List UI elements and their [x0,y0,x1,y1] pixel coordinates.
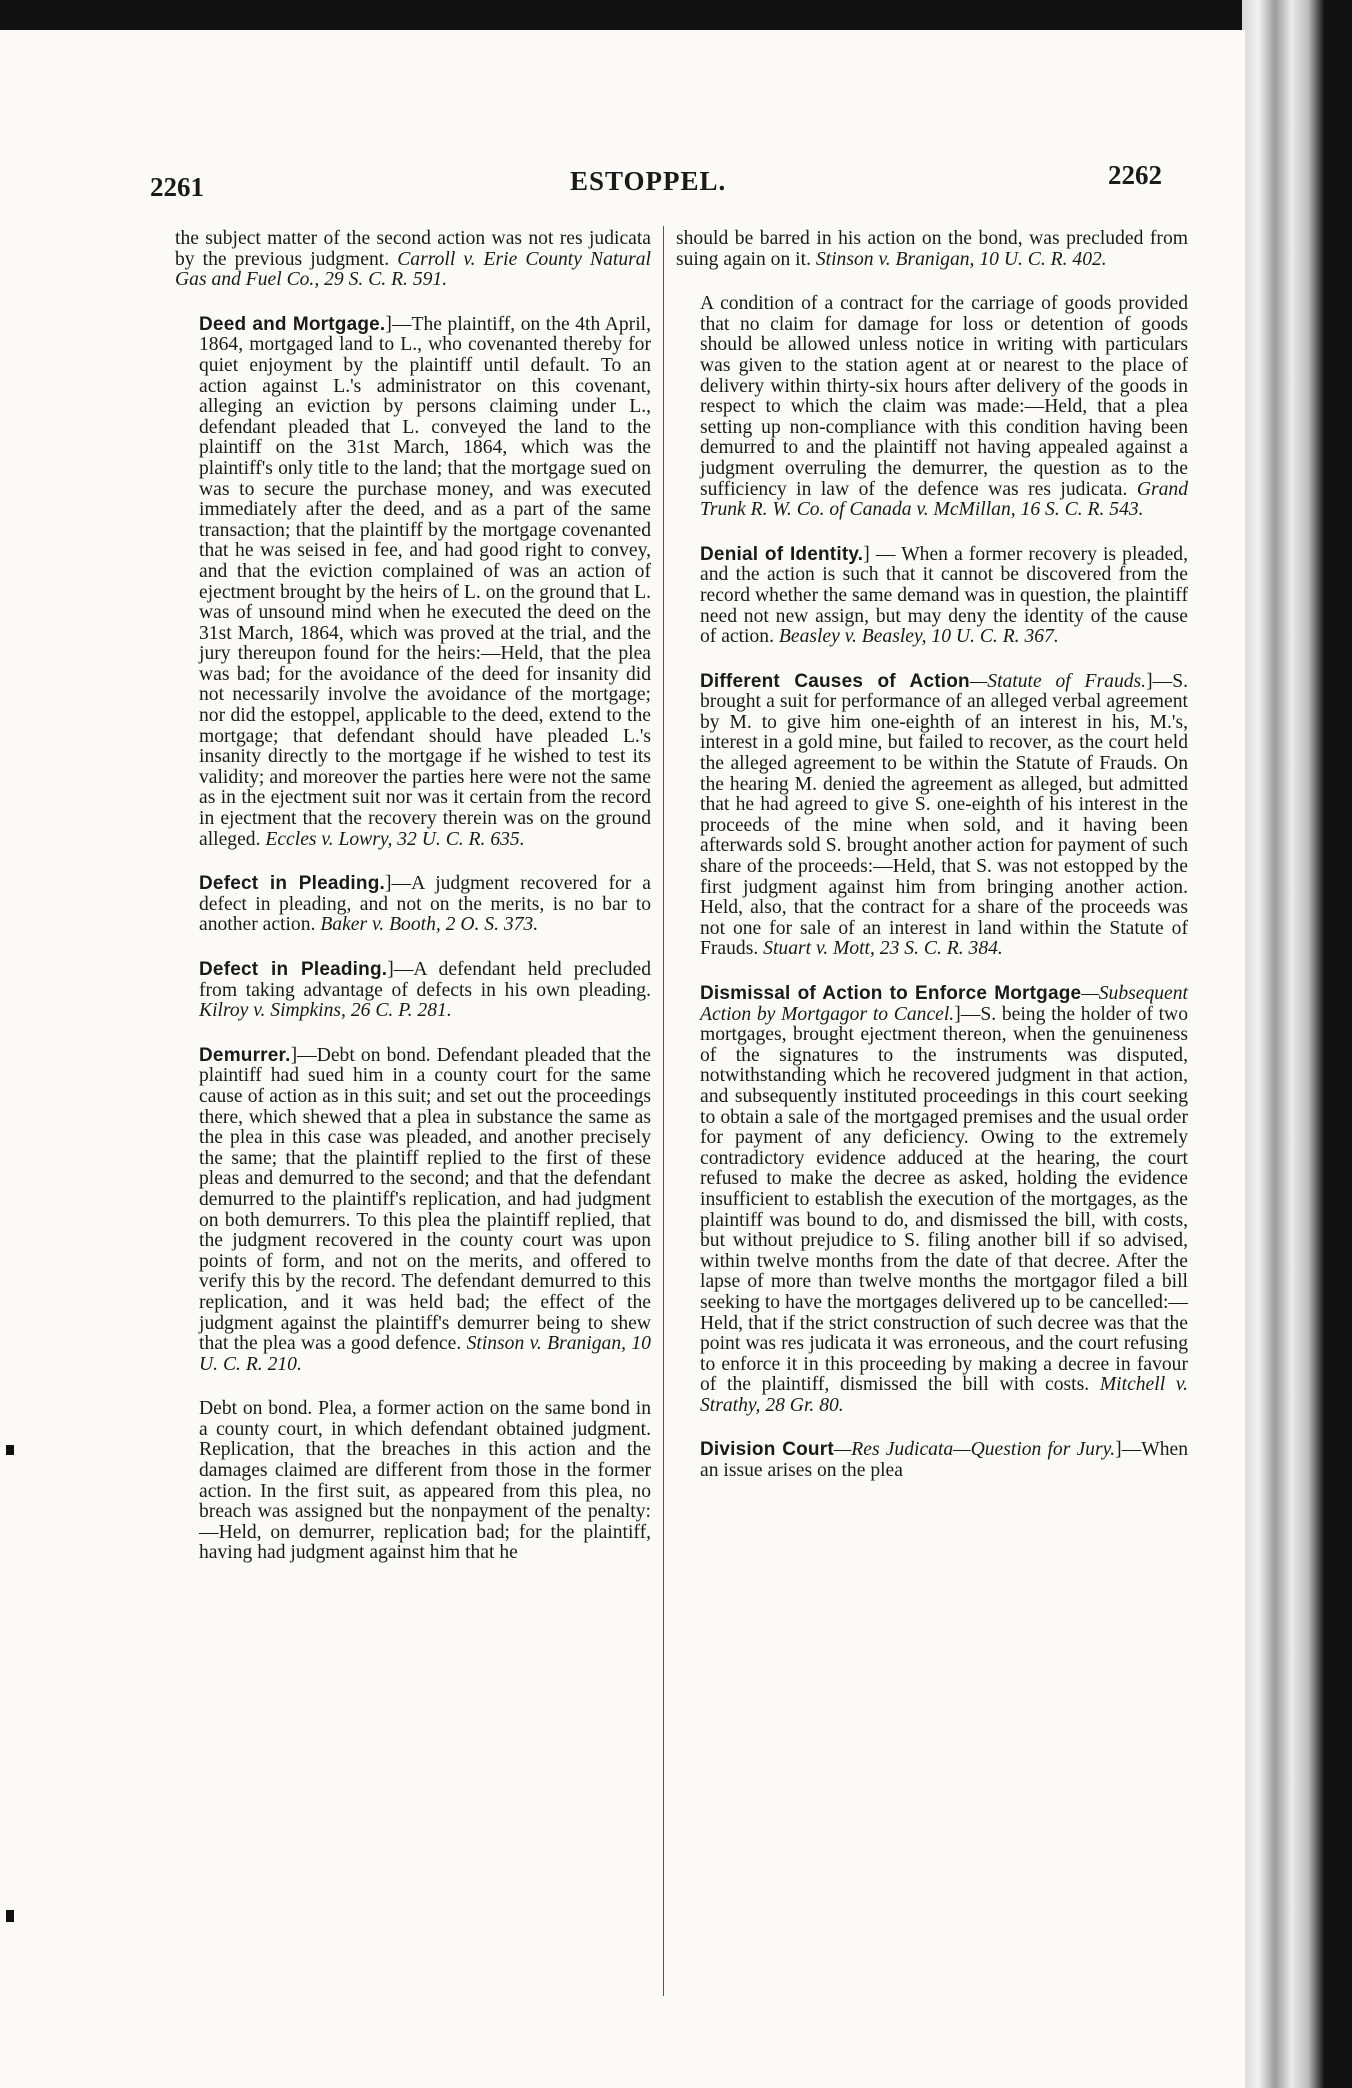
entry-text: Debt on bond. Plea, a former action on the same bond in a county court, in which defendant obtained judgment. Replication, that the breaches in this action and the damages claimed are different from those in the former action. In the first suit, as appeared from this plea, no breach was assigned but the nonpayment of the penalty:—Held, on demurrer, replication bad; for the plaintiff, having had judgment against him that he [199,1398,651,1564]
case-citation: Carroll v. Erie County Natural Gas and Fuel Co., 29 S. C. R. 591. [175,248,651,291]
entry-subheading: —Subsequent Action by Mortgagor to Cancel. [700,983,1188,1025]
right-column [676,229,1188,1506]
entry-heading: Defect in Pleading. [199,959,388,980]
entry [676,545,1188,648]
entry-heading: Defect in Pleading. [199,873,385,895]
case-citation: Mitchell v. Strathy, 28 Gr. 80. [700,1374,1188,1416]
entry-text: ]—The plaintiff, on the 4th April, 1864, mortgaged land to L., who covenanted thereby for quiet enjoyment by the plaintiff until default. To an action against L.'s administrator on this covenant, alleging an eviction by persons claiming under L., defendant pleaded that L. conveyed the land to the plaintiff on the 31st March, 1864, which was the plaintiff's only title to the land; that the mortgage sued on was to secure the purchase money, and was executed immediately after the deed, and as a part of the same transaction; that the plaintiff by the mortgage covenanted that he was seised in fee, and had good right to convey, and that the eviction complained of was an action of ejectment brought by the heirs of L. on the ground that L. was of unsound mind when he executed the deed on the 31st March, 1864, which was proved at the trial, and the jury thereupon found for the heirs:—Held, that the plea was bad; for the avoidance of the deed for insanity did not necessarily involve the avoidance of the mortgage; nor did the estoppel, applicable to the deed, extend to the mortgage; that defendant should have pleaded L.'s insanity directly to the mortgage if he wished to test its validity; and moreover the parties here were not the same as in the ejectment suit nor was it certain from the record in ejectment that the recovery therein was on the ground alleged. [199,313,651,850]
entry [175,1046,651,1376]
case-citation: Baker v. Booth, 2 O. S. 373. [320,914,539,936]
entry-text: ]—S. brought a suit for performance of an alleged verbal agreement by M. to give him one-eighth of an interest in his, M.'s, interest in a gold mine, but failed to recover, as the court held the alleged agreement to be within the Statute of Frauds. On the hearing M. denied the agreement as alleged, but admitted that he had agreed to give S. one-eighth of his interest in the proceeds of the mine when sold, and it having been afterwards sold S. brought another action for payment of such share of the proceeds:—Held, that S. was not estopped by the first judgment against him from bringing another action. Held, also, that the contract for a share of the proceeds was not one for sale of an interest in land within the Statute of Frauds. [700,670,1188,960]
case-citation: Eccles v. Lowry, 32 U. C. R. 635. [265,828,525,850]
entry [175,960,651,1022]
entry-subheading: —Statute of Frauds. [969,670,1147,692]
scan-top-border [0,0,1352,30]
page-header [150,160,1162,202]
left-column [175,229,651,1588]
entry [676,229,1188,270]
case-citation: Stinson v. Branigan, 10 U. C. R. 402. [815,248,1107,270]
entry [676,294,1188,521]
entry [175,874,651,936]
entry [676,1440,1188,1481]
entry-text: ]—When an issue arises on the plea [700,1439,1189,1482]
entry-heading: Denial of Identity. [700,543,864,565]
binding-mark [6,1910,14,1922]
entry-text: should be barred in his action on the bond, was precluded from suing again on it. [676,228,1188,270]
binding-mark [6,1445,14,1455]
entry-heading: Deed and Mortgage. [199,313,386,335]
entry-heading: Division Court [700,1439,834,1461]
entry-subheading: —Res Judicata—Question for Jury. [833,1439,1116,1461]
case-citation: Grand Trunk R. W. Co. of Canada v. McMillan, 16 S. C. R. 543. [700,478,1188,521]
case-citation: Kilroy v. Simpkins, 26 C. P. 281. [199,1000,452,1022]
column-divider [663,226,664,1996]
entry-text: ]—A defendant held precluded from taking advantage of defects in his own pleading. [199,959,652,1001]
page-title: ESTOPPEL. [570,166,727,196]
right-page-number: 2262 [1108,160,1162,190]
entry [175,315,651,850]
case-citation: Stuart v. Mott, 23 S. C. R. 384. [763,938,1003,960]
left-page-number: 2261 [150,172,204,202]
entry-text: the subject matter of the second action was not res judicata by the previous judgment. [175,228,651,270]
case-citation: Stinson v. Branigan, 10 U. C. R. 210. [199,1333,651,1375]
entry-text: ]—S. being the holder of two mortgages, brought ejectment thereon, when the genuineness of the signatures to the instruments was disputed, notwithstanding which he recovered judgment in that action, and subsequently instituted proceedings in this court seeking to obtain a sale of the mortgaged premises and the usual order for payment of any deficiency. Owing to the extremely contradictory evidence adduced at the hearing, the court refused to make the decree as asked, holding the evidence insufficient to establish the execution of the mortgages, as the plaintiff was bound to do, and dismissed the bill, with costs, but without prejudice to S. filing another bill if so advised, within twelve months from the date of that decree. After the lapse of more than twelve months the mortgagor filed a bill seeking to have the mortgages delivered up to be cancelled:—Held, that if the strict construction of such decree was that the point was res judicata it was erroneous, and the court refusing to enforce it in this proceeding by making a decree in favour of the plaintiff, dismissed the bill with costs. [700,1003,1188,1396]
entry-heading: Demurrer. [199,1044,291,1066]
case-citation: Beasley v. Beasley, 10 U. C. R. 367. [778,626,1059,648]
entry [676,984,1188,1416]
entry-text: ]—Debt on bond. Defendant pleaded that the plaintiff had sued him in a county court for the same cause of action as in this suit; and set out the proceedings there, which shewed that a plea in substance the same as the plea in this case was pleaded, and another precisely the same; that the plaintiff replied to the first of these pleas and demurred to the second; and that the defendant demurred to the plaintiff's replication, and had judgment on both demurrers. To this plea the plaintiff replied, that the judgment recovered in the county court was upon points of form, and not on the merits, and offered to verify this by the record. The defendant demurred to this replication, and it was held bad; the effect of the judgment against the plaintiff's demurrer being to shew that the plea was a good defence. [199,1044,651,1355]
page-edges [1242,0,1352,2088]
entry-heading: Dismissal of Action to Enforce Mortgage [700,983,1082,1004]
entry-text: ] — When a former recovery is pleaded, and the action is such that it cannot be discovered from the record whether the same demand was in question, the plaintiff need not new assign, but may deny the identity of the cause of action. [700,543,1188,648]
entry [175,1399,651,1564]
entry [676,672,1188,960]
entry-text: A condition of a contract for the carriage of goods provided that no claim for damage for loss or detention of goods should be allowed unless notice in writing with particulars was given to the station agent at or nearest to the place of delivery within thirty-six hours after delivery of the goods in respect to which the claim was made:—Held, that a plea setting up non-compliance with this condition having been demurred to and the plaintiff not having appealed against a judgment overruling the demurrer, the question as to the sufficiency in law of the defence was res judicata. [700,293,1188,500]
entry-heading: Different Causes of Action [700,670,970,692]
entry [175,229,651,291]
entry-text: ]—A judgment recovered for a defect in pleading, and not on the merits, is no bar to another action. [199,873,651,936]
